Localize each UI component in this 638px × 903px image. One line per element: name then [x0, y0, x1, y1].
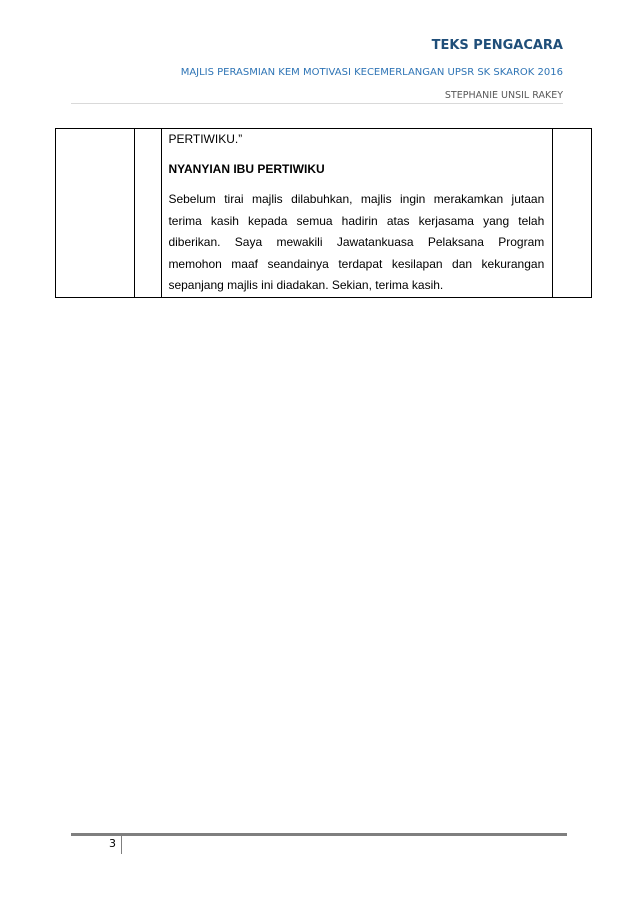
- continuation-text: PERTIWIKU.”: [168, 132, 243, 146]
- footer-separator: [121, 835, 122, 854]
- time-cell: [56, 129, 135, 298]
- script-table: [55, 128, 592, 298]
- remarks-cell: [553, 129, 592, 298]
- closing-paragraph: Sebelum tirai majlis dilabuhkan, majlis ingin merakamkan jutaan terima kasih kepada semua hadirin atas kerjasama yang telah diberikan. Saya mewakili Jawatankuasa Pelaksana Program memohon maaf seandainya terdapat kesilapan dan kekurangan sepanjang majlis ini diadakan. Sekian, terima kasih.: [168, 192, 545, 292]
- footer-divider: [71, 833, 567, 836]
- page-number: 3: [109, 837, 116, 850]
- document-title: TEKS PENGACARA: [431, 38, 563, 53]
- script-cell: [162, 129, 553, 298]
- table-row: [56, 129, 592, 298]
- speaker-cell: [135, 129, 162, 298]
- document-author: STEPHANIE UNSIL RAKEY: [444, 90, 563, 101]
- document-subtitle: MAJLIS PERASMIAN KEM MOTIVASI KECEMERLANGAN UPSR SK SKAROK 2016: [180, 67, 563, 78]
- song-heading: NYANYIAN IBU PERTIWIKU: [168, 162, 325, 176]
- header-divider: [71, 103, 563, 104]
